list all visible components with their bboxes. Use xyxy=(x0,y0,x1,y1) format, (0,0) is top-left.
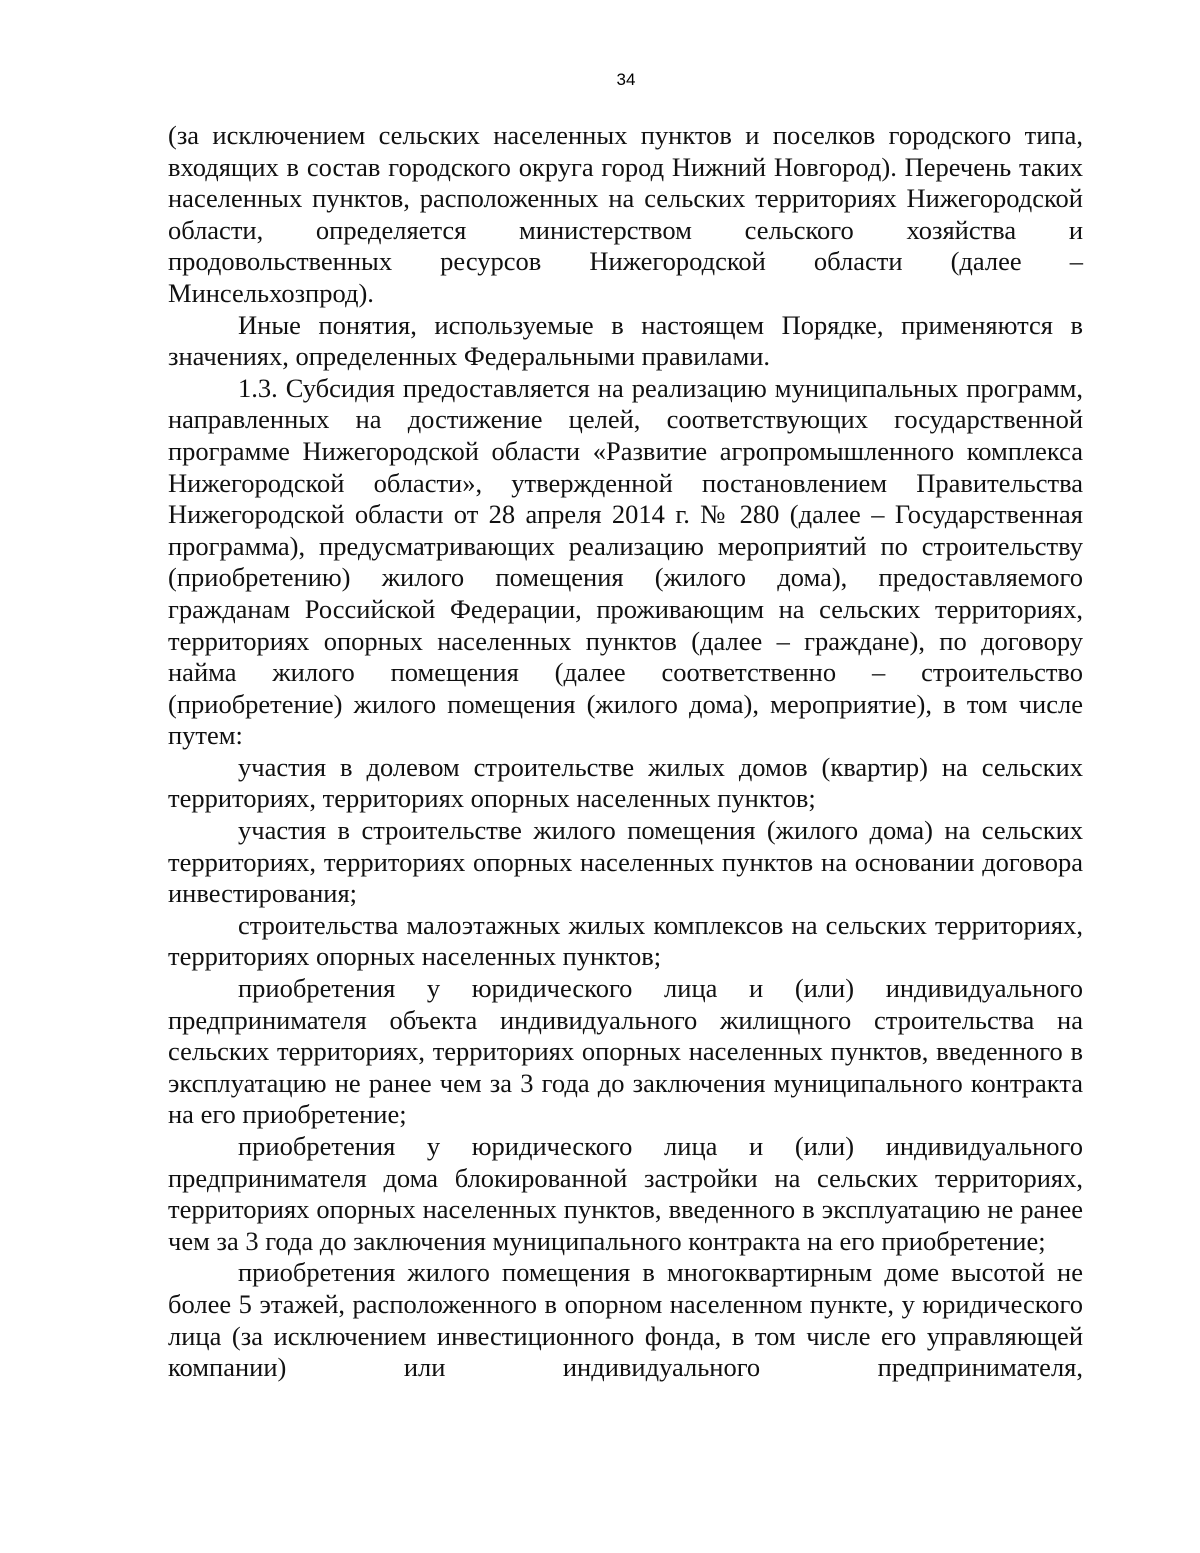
list-item-individual-housing-purchase: приобретения у юридического лица и (или) индивидуального предпринимателя объекта индивидуального жилищного строительства на сельских территориях, территориях опорных населенных пунктов, введенного в эксплуатацию не ранее чем за 3 года до заключения муниципального контракта на его приобретение; xyxy=(168,973,1083,1130)
list-item-blocked-house-purchase: приобретения у юридического лица и (или) индивидуального предпринимателя дома блокированной застройки на сельских территориях, территориях опорных населенных пунктов, введенного в эксплуатацию не ранее чем за 3 года до заключения муниципального контракта на его приобретение; xyxy=(168,1131,1083,1256)
list-item-apartment-purchase: приобретения жилого помещения в многоквартирным доме высотой не более 5 этажей, расположенного в опорном населенном пункте, у юридического лица (за исключением инвестиционного фонда, в том числе его управляющей компании) или индивидуального предпринимателя, xyxy=(168,1257,1083,1383)
list-item-shared-construction: участия в долевом строительстве жилых домов (квартир) на сельских территориях, территориях опорных населенных пунктов; xyxy=(168,751,1083,814)
document-body xyxy=(168,120,1083,1384)
paragraph-subsidy-1-3: 1.3. Субсидия предоставляется на реализацию муниципальных программ, направленных на достижение целей, соответствующих государственной программе Нижегородской области «Развитие агропромышленного комплекса Нижегородской области», утвержденной постановлением Правительства Нижегородской области от 28 апреля 2014 г. № 280 (далее – Государственная программа), предусматривающих реализацию мероприятий по строительству (приобретению) жилого помещения (жилого дома), предоставляемого гражданам Российской Федерации, проживающим на сельских территориях, территориях опорных населенных пунктов (далее – граждане), по договору найма жилого помещения (далее соответственно – строительство (приобретение) жилого помещения (жилого дома), мероприятие), в том числе путем: xyxy=(168,372,1083,751)
paragraph-other-concepts: Иные понятия, используемые в настоящем Порядке, применяются в значениях, определенных Федеральными правилами. xyxy=(168,309,1083,372)
paragraph-settlements-definition: (за исключением сельских населенных пунктов и поселков городского типа, входящих в состав городского округа город Нижний Новгород). Перечень таких населенных пунктов, расположенных на сельских территориях Нижегородской области, определяется министерством сельского хозяйства и продовольственных ресурсов Нижегородской области (далее – Минсельхозпрод). xyxy=(168,120,1083,308)
list-item-investment-construction: участия в строительстве жилого помещения (жилого дома) на сельских территориях, территориях опорных населенных пунктов на основании договора инвестирования; xyxy=(168,815,1083,909)
list-item-low-rise-complexes: строительства малоэтажных жилых комплексов на сельских территориях, территориях опорных населенных пунктов; xyxy=(168,909,1083,972)
page-number: 34 xyxy=(616,70,636,89)
